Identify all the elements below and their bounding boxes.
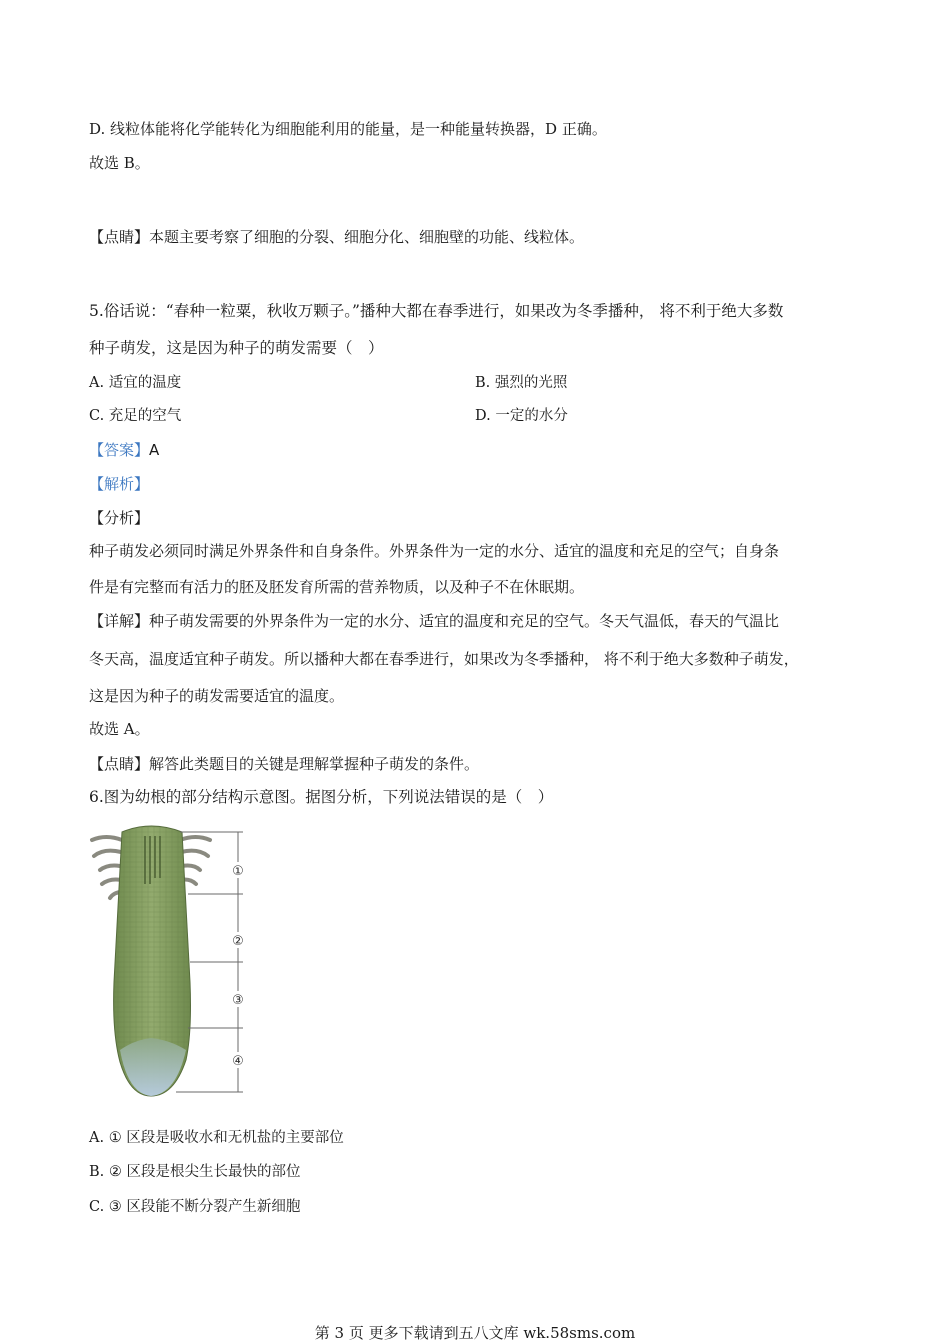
q5-option-b: B. 强烈的光照	[475, 375, 568, 391]
q6-option-c: C. ③ 区段能不断分裂产生新细胞	[89, 1199, 301, 1215]
q5-xiangjie-line3: 这是因为种子的萌发需要适宜的温度。	[89, 687, 345, 705]
q5-answer	[89, 440, 159, 460]
q5-option-a: A. 适宜的温度	[89, 375, 182, 391]
root-tip-figure	[88, 822, 258, 1098]
q5-stem-line2: 种子萌发，这是因为种子的萌发需要（ ）	[89, 339, 384, 357]
q6-option-a: A. ① 区段是吸收水和无机盐的主要部位	[89, 1130, 344, 1146]
q5-jiexi-label: 【解析】	[89, 475, 150, 493]
zone-label-1: ①	[232, 864, 244, 879]
q6-stem: 6.图为幼根的部分结构示意图。据图分析，下列说法错误的是（ ）	[89, 788, 554, 806]
q5-answer-choice: 故选 A。	[89, 720, 150, 738]
q6-option-b: B. ② 区段是根尖生长最快的部位	[89, 1164, 301, 1180]
page-footer: 第 3 页 更多下载请到五八文库 wk.58sms.com	[314, 1324, 636, 1342]
answer-label: 【答案】	[89, 441, 150, 459]
q5-xiangjie-line1: 【详解】种子萌发需要的外界条件为一定的水分、适宜的温度和充足的空气。冬天气温低，春天的气温比	[89, 612, 780, 630]
prev-answer-choice: 故选 B。	[89, 154, 150, 172]
q5-fenxi-line1: 种子萌发必须同时满足外界条件和自身条件。外界条件为一定的水分、适宜的温度和充足的空气；自身条	[89, 542, 780, 560]
q5-fenxi-label: 【分析】	[89, 509, 150, 527]
root-cap	[120, 1038, 186, 1096]
prev-option-d-text: D. 线粒体能将化学能转化为细胞能利用的能量，是一种能量转换器，D 正确。	[89, 120, 607, 138]
q5-key-point: 【点睛】解答此类题目的关键是理解掌握种子萌发的条件。	[89, 755, 480, 773]
answer-value: A	[149, 441, 160, 459]
q5-stem-line1: 5.俗话说：“春种一粒粟，秋收万颗子。”播种大都在春季进行，如果改为冬季播种， 将不利于绝大多数	[89, 302, 784, 320]
q5-option-c: C. 充足的空气	[89, 408, 182, 424]
zone-label-2: ②	[232, 934, 244, 949]
zone-label-4: ④	[232, 1054, 244, 1069]
q5-option-d: D. 一定的水分	[475, 408, 568, 424]
prev-key-point: 【点睛】本题主要考察了细胞的分裂、细胞分化、细胞壁的功能、线粒体。	[89, 228, 585, 246]
q5-xiangjie-line2: 冬天高，温度适宜种子萌发。所以播种大都在春季进行，如果改为冬季播种， 将不利于绝大多数种子萌发，	[89, 650, 799, 668]
zone-label-3: ③	[232, 993, 244, 1008]
q5-fenxi-line2: 件是有完整而有活力的胚及胚发育所需的营养物质，以及种子不在休眠期。	[89, 578, 585, 596]
